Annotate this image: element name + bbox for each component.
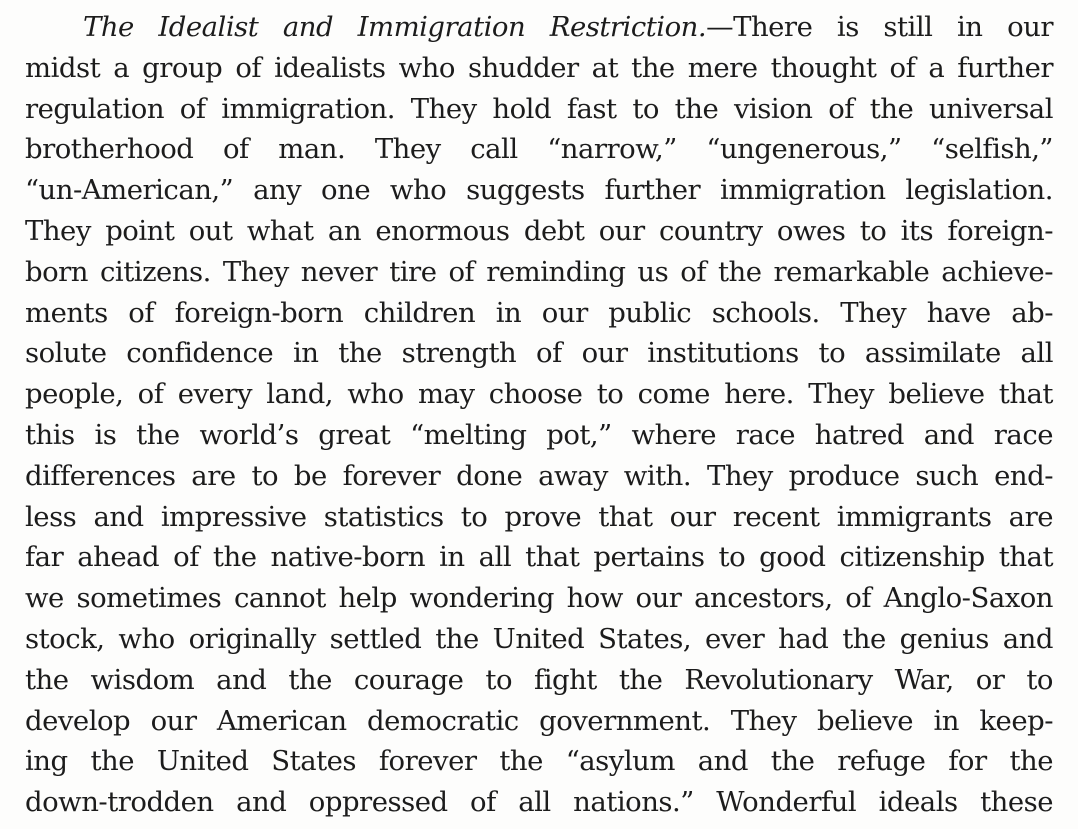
text-line: people, of every land, who may choose to come here. They believe that xyxy=(25,378,1053,411)
text-line: ments of foreign-born children in our public schools. They have ab- xyxy=(25,296,1053,329)
text-line: stock, who originally settled the United States, ever had the genius and xyxy=(25,622,1053,655)
text-line: this is the world’s great “melting pot,” where race hatred and race xyxy=(25,418,1053,451)
text-line: born citizens. They never tire of reminding us of the remarkable achieve- xyxy=(25,255,1053,288)
text-line: regulation of immigration. They hold fast to the vision of the universal xyxy=(25,92,1053,125)
text-line: brotherhood of man. They call “narrow,” “ungenerous,” “selfish,” xyxy=(25,133,1053,166)
text-line xyxy=(25,7,1053,48)
text-line: less and impressive statistics to prove that our recent immigrants are xyxy=(25,500,1053,533)
text-line: develop our American democratic government. They believe in keep- xyxy=(25,704,1053,737)
text-line: “un-American,” any one who suggests further immigration legislation. xyxy=(25,174,1053,207)
section-heading: The Idealist and Immigration Restriction. xyxy=(83,11,707,43)
text-line: differences are to be forever done away with. They produce such end- xyxy=(25,459,1053,492)
text-line: They point out what an enormous debt our country owes to its foreign- xyxy=(25,214,1053,247)
text-line: midst a group of idealists who shudder at the mere thought of a further xyxy=(25,51,1053,84)
text-line: solute confidence in the strength of our institutions to assimilate all xyxy=(25,337,1053,370)
text-line: far ahead of the native-born in all that pertains to good citizenship that xyxy=(25,541,1053,574)
paragraph-text xyxy=(25,7,1053,823)
text-line-content: —There is still in our xyxy=(706,11,1053,43)
text-line: we sometimes cannot help wondering how our ancestors, of Anglo-Saxon xyxy=(25,582,1053,615)
text-line: the wisdom and the courage to fight the Revolutionary War, or to xyxy=(25,663,1053,696)
text-line: ing the United States forever the “asylum and the refuge for the xyxy=(25,745,1053,778)
text-line: down-trodden and oppressed of all nations.” Wonderful ideals these xyxy=(25,786,1053,819)
